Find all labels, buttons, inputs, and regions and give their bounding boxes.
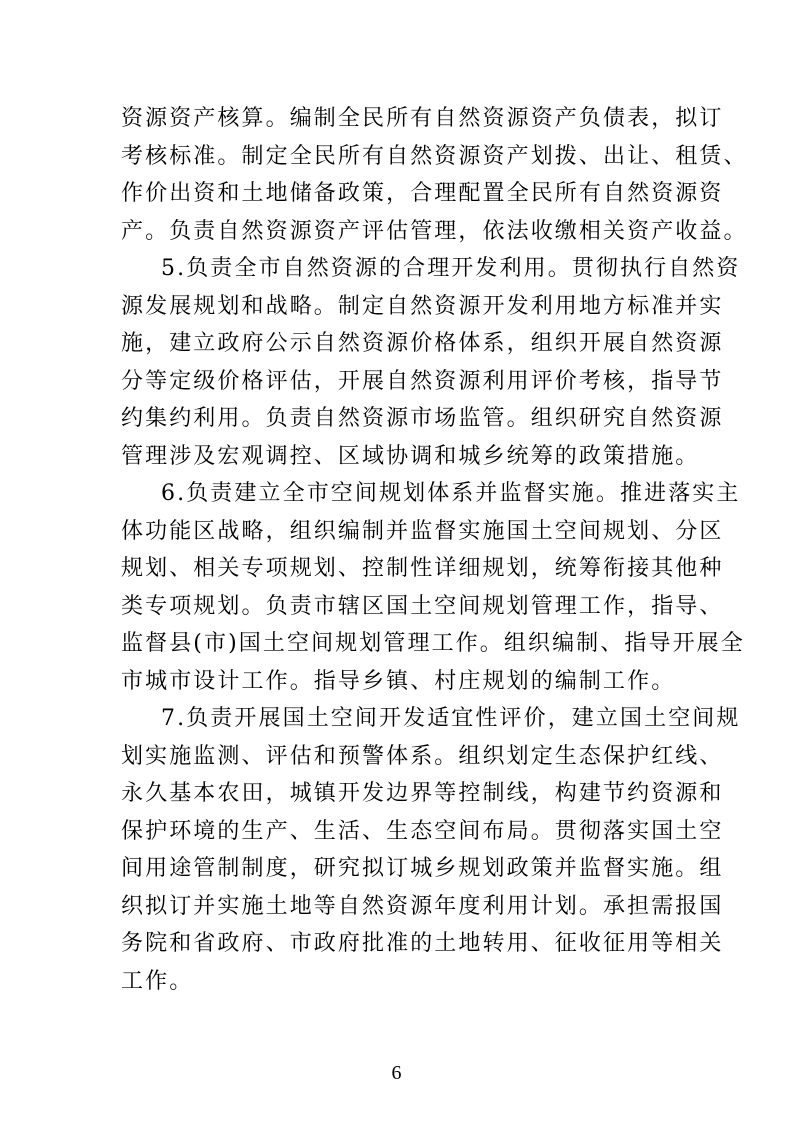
paragraph-5-first-line: 5.负责全市自然资源的合理开发利用。贯彻执行自然资 — [161, 256, 741, 281]
text-line: 作价出资和土地储备政策，合理配置全民所有自然资源资 — [121, 181, 724, 206]
text-line: 保护环境的生产、生活、生态空间布局。贯彻落实国土空 — [121, 818, 724, 844]
text-line: 规划、相关专项规划、控制性详细规划，统筹衔接其他种 — [121, 556, 724, 581]
page-number: 6 — [391, 1062, 402, 1084]
paragraph-7-first-line: 7.负责开展国土空间开发适宜性评价，建立国土空间规 — [161, 706, 741, 731]
text-line: 资源资产核算。编制全民所有自然资源资产负债表，拟订 — [121, 106, 724, 131]
text-line: 间用途管制制度，研究拟订城乡规划政策并监督实施。组 — [121, 856, 724, 881]
text-line: 源发展规划和战略。制定自然资源开发利用地方标准并实 — [121, 293, 724, 319]
text-line: 工作。 — [121, 968, 194, 994]
text-line: 市城市设计工作。指导乡镇、村庄规划的编制工作。 — [121, 668, 676, 694]
paragraph-6-first-line: 6.负责建立全市空间规划体系并监督实施。推进落实主 — [161, 481, 741, 506]
text-line: 施，建立政府公示自然资源价格体系，组织开展自然资源 — [121, 331, 724, 356]
body-text — [121, 100, 748, 1000]
text-line: 体功能区战略，组织编制并监督实施国土空间规划、分区 — [121, 518, 724, 544]
text-line: 织拟订并实施土地等自然资源年度利用计划。承担需报国 — [121, 893, 724, 919]
text-line: 约集约利用。负责自然资源市场监管。组织研究自然资源 — [121, 406, 724, 431]
text-line: 考核标准。制定全民所有自然资源资产划拨、出让、租赁、 — [121, 143, 748, 169]
text-line: 划实施监测、评估和预警体系。组织划定生态保护红线、 — [121, 743, 724, 769]
text-line: 监督县(市)国土空间规划管理工作。组织编制、指导开展全 — [121, 631, 745, 656]
text-line: 类专项规划。负责市辖区国土空间规划管理工作，指导、 — [121, 593, 724, 619]
text-line: 产。负责自然资源资产评估管理，依法收缴相关资产收益。 — [121, 218, 748, 244]
text-line: 永久基本农田，城镇开发边界等控制线，构建节约资源和 — [121, 781, 724, 806]
text-line: 管理涉及宏观调控、区域协调和城乡统筹的政策措施。 — [121, 443, 700, 469]
text-line: 务院和省政府、市政府批准的土地转用、征收征用等相关 — [121, 931, 724, 956]
text-line: 分等定级价格评估，开展自然资源利用评价考核，指导节 — [121, 368, 724, 394]
